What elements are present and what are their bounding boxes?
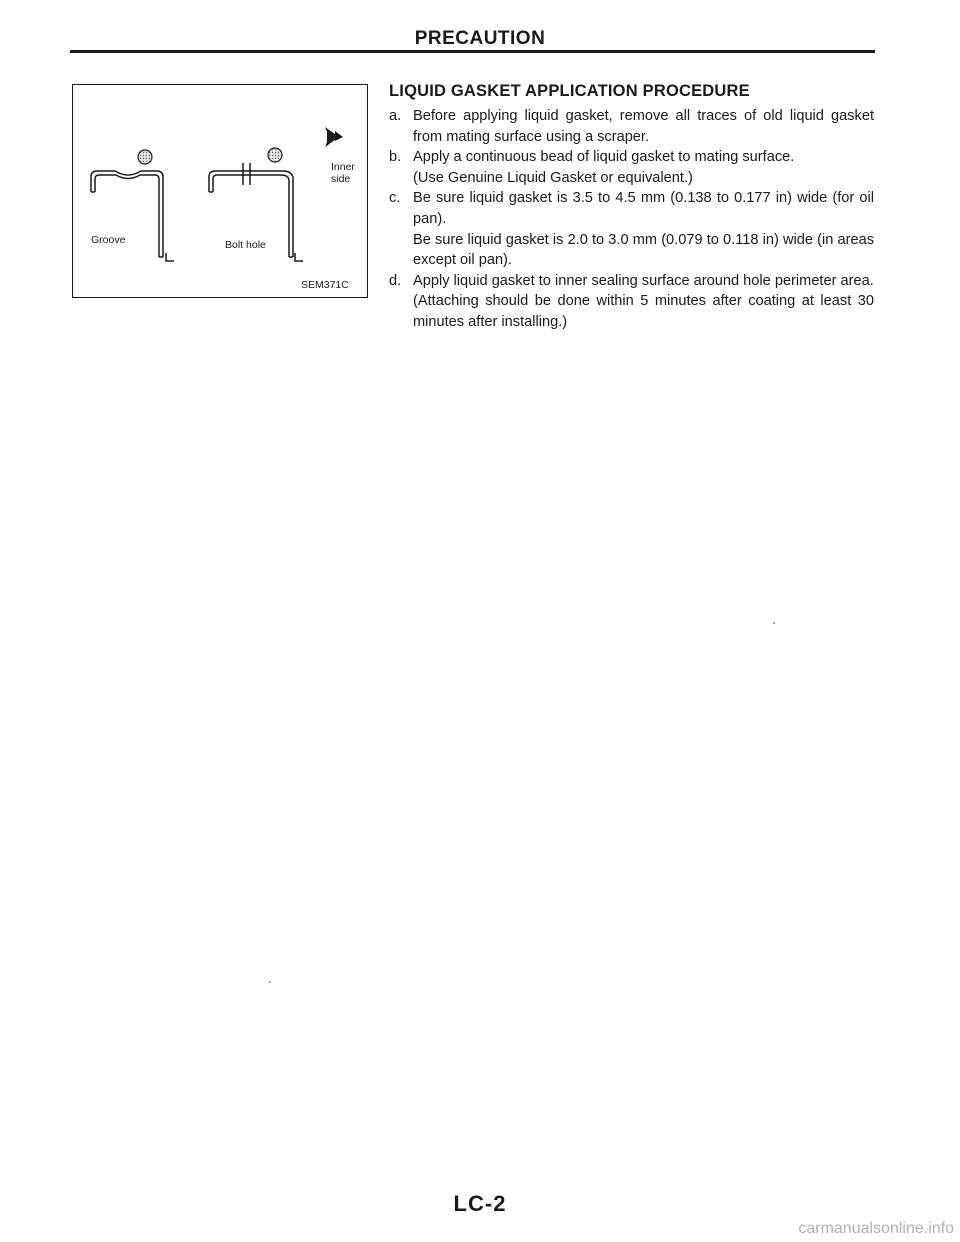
side-label: side: [331, 173, 351, 185]
step-text: Before applying liquid gasket, remove all traces of old liquid gasket from mating surface using a scraper.: [413, 108, 874, 145]
procedure-section: [389, 82, 874, 333]
page-header-title: PRECAUTION: [414, 28, 546, 49]
header-rule: [70, 50, 875, 53]
figure-code: SEM371C: [301, 279, 349, 291]
step-text: (Attaching should be done within 5 minutes after coating at least 30 minutes after installing.): [413, 293, 874, 330]
groove-label: Groove: [91, 234, 126, 246]
watermark: carmanualsonline.info: [798, 1220, 954, 1237]
step-text: Be sure liquid gasket is 2.0 to 3.0 mm (0.079 to 0.118 in) wide (in areas except oil pan).: [413, 231, 874, 269]
groove-flange-shape: [91, 171, 174, 261]
scan-speck: [269, 981, 271, 983]
step-letter: d.: [389, 272, 402, 289]
step-c: [389, 188, 874, 270]
step-text: Apply a continuous bead of liquid gasket to mating surface.: [413, 149, 795, 166]
step-letter: c.: [389, 190, 401, 207]
gasket-figure: [72, 84, 368, 298]
inner-label: Inner: [331, 161, 355, 173]
step-letter: b.: [389, 149, 402, 166]
section-title: LIQUID GASKET APPLICATION PROCEDURE: [389, 82, 750, 100]
page-number: LC-2: [453, 1191, 507, 1216]
bolt-hole-label: Bolt hole: [225, 239, 266, 251]
gasket-diagram: [73, 85, 369, 299]
step-d: [389, 271, 874, 333]
step-letter: a.: [389, 108, 402, 124]
step-text: Apply liquid gasket to inner sealing surface around hole perimeter area.: [413, 272, 874, 289]
gasket-bead-icon: [138, 150, 152, 164]
scan-speck: [773, 622, 775, 624]
step-text: Be sure liquid gasket is 3.5 to 4.5 mm (0.138 to 0.177 in) wide (for oil pan).: [413, 190, 874, 227]
step-text: (Use Genuine Liquid Gasket or equivalent.): [413, 169, 693, 186]
step-a: [389, 106, 874, 147]
step-b: [389, 147, 874, 188]
gasket-bead-icon-2: [268, 148, 282, 162]
